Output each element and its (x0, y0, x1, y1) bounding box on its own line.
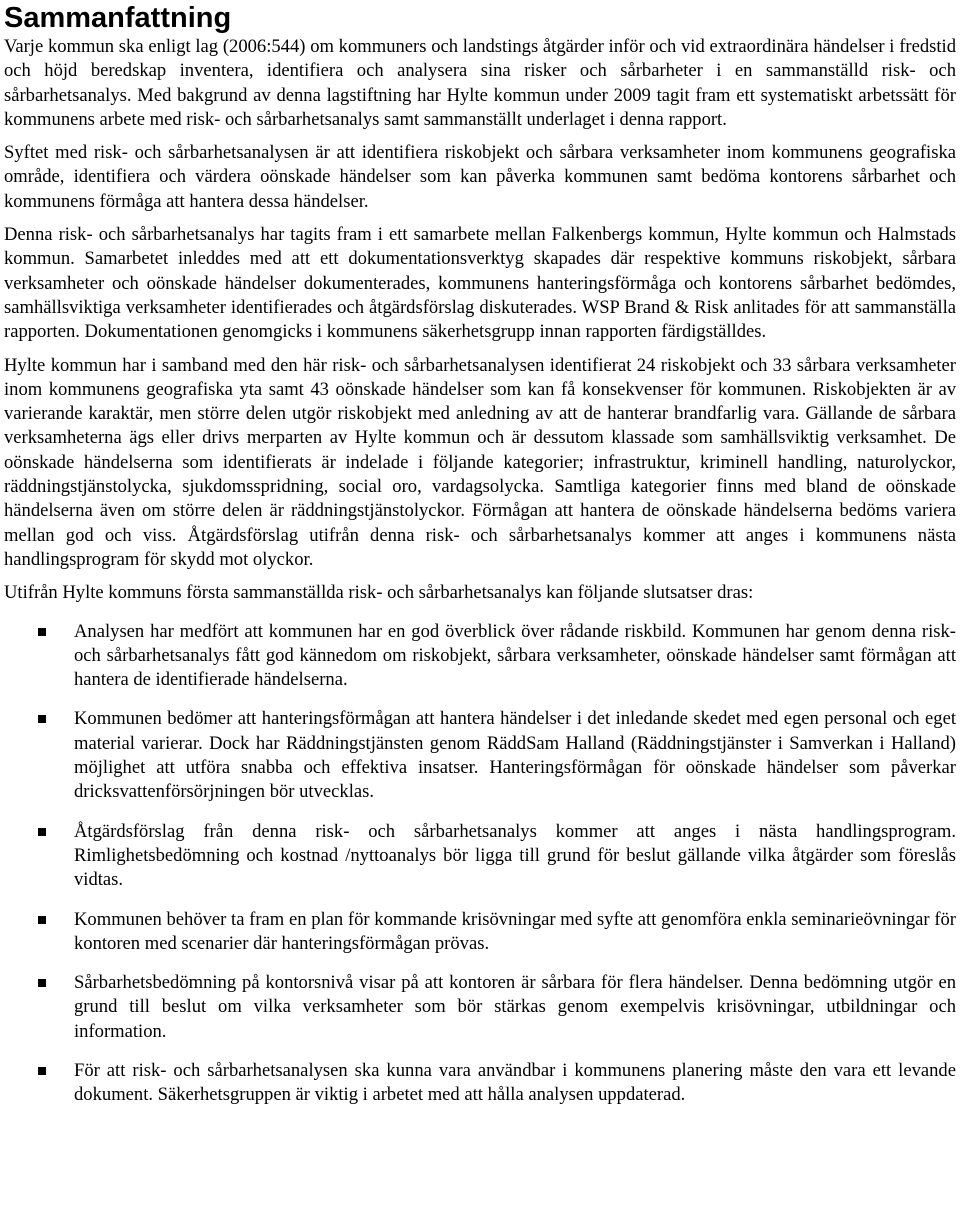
list-item (4, 908, 956, 957)
square-bullet-icon (38, 828, 46, 836)
collaboration-paragraph: Denna risk- och sårbarhetsanalys har tagits fram i ett samarbete mellan Falkenbergs kommun, Hylte kommun och Halmstads kommun. Samarbetet inleddes med att ett dokumentationsverktyg skapades där respektive kommuns riskobjekt, sårbara verksamheter och oönskade händelser dokumenterades, kommunens hanteringsförmåga och kontorens sårbarhet bedömdes, samhällsviktiga verksamheter identifierades och åtgärdsförslag diskuterades. WSP Brand & Risk anlitades för att sammanställa rapporten. Dokumentationen genomgicks i kommunens säkerhetsgrupp innan rapporten färdigställdes. (4, 224, 956, 343)
list-item-text: Analysen har medfört att kommunen har en god överblick över rådande riskbild. Kommunen har genom denna risk- och sårbarhetsanalys fått god kännedom om riskobjekt, sårbara verksamheter, oönskade händelser samt förmågan att hantera de identifierade händelserna. (74, 620, 956, 691)
findings-paragraph: Hylte kommun har i samband med den här risk- och sårbarhetsanalysen identifierat 24 riskobjekt och 33 sårbara verksamheter inom kommunens geografiska yta samt 43 oönskade händelser som kan få konsekvenser för kommunen. Riskobjekten är av varierande karaktär, men större delen utgör riskobjekt med anledning av att de hanterar brandfarlig vara. Gällande de sårbara verksamheterna ägs eller drivs merparten av Hylte kommun och är dessutom klassade som samhällsviktig verksamhet. De oönskade händelserna som identifierats är indelade i följande kategorier; infrastruktur, kriminell handling, naturolyckor, räddningstjänstolycka, sjukdomsspridning, social oro, vardagsolycka. Samtliga kategorier finns med bland de oönskade händelserna även om större delen är räddningstjänstolyckor. Förmågan att hantera de oönskade händelserna bedöms variera mellan god och viss. Åtgärdsförslag utifrån denna risk- och sårbarhetsanalys kommer att anges i kommunens nästa handlingsprogram för skydd mot olyckor. (4, 354, 956, 570)
list-item (4, 820, 956, 893)
list-item (4, 1059, 956, 1108)
square-bullet-icon (38, 979, 46, 987)
document-page (4, 0, 956, 1123)
square-bullet-icon (38, 715, 46, 723)
square-bullet-icon (38, 916, 46, 924)
list-item-text: Kommunen bedömer att hanteringsförmågan att hantera händelser i det inledande skedet med egen personal och eget material varierar. Dock har Räddningstjänsten genom RäddSam Halland (Räddningstjänster i Samverkan i Halland) möjlighet att utföra snabba och effektiva insatser. Hanteringsförmågan för oönskade händelser som påverkar dricksvattenförsörjningen bör utvecklas. (74, 708, 956, 803)
conclusions-list (4, 620, 956, 1108)
page-title: Sammanfattning (4, 2, 232, 34)
list-item (4, 620, 956, 693)
list-item-text: Åtgärdsförslag från denna risk- och sårbarhetsanalys kommer att anges i nästa handlingsprogram. Rimlighetsbedömning och kostnad /nyttoanalys bör ligga till grund för beslut gällande vilka åtgärder som föreslås vidtas. (74, 820, 956, 891)
list-item (4, 971, 956, 1044)
list-item-text: Kommunen behöver ta fram en plan för kommande krisövningar med syfte att genomföra enkla seminarieövningar för kontoren med scenarier där hanteringsförmågan prövas. (74, 908, 956, 954)
square-bullet-icon (38, 628, 46, 636)
intro-paragraph: Varje kommun ska enligt lag (2006:544) om kommuners och landstings åtgärder inför och vid extraordinära händelser i fredstid och höjd beredskap inventera, identifiera och analysera sina risker och sårbarheter i en sammanställd risk- och sårbarhetsanalys. Med bakgrund av denna lagstiftning har Hylte kommun under 2009 tagit fram ett systematiskt arbetssätt för kommunens arbete med risk- och sårbarhetsanalys samt sammanställt underlaget i denna rapport. (4, 36, 956, 130)
conclusions-lead-paragraph: Utifrån Hylte kommuns första sammanställda risk- och sårbarhetsanalys kan följande slutsatser dras: (4, 582, 754, 604)
purpose-paragraph: Syftet med risk- och sårbarhetsanalysen är att identifiera riskobjekt och sårbara verksamheter inom kommunens geografiska område, identifiera och värdera oönskade händelser som kan påverka kommunen samt bedöma kontorens sårbarhet och kommunens förmåga att hantera dessa händelser. (4, 142, 956, 212)
list-item-text: För att risk- och sårbarhetsanalysen ska kunna vara användbar i kommunens planering måste den vara ett levande dokument. Säkerhetsgruppen är viktig i arbetet med att hålla analysen uppdaterad. (74, 1059, 956, 1106)
list-item-text: Sårbarhetsbedömning på kontorsnivå visar på att kontoren är sårbara för flera händelser. Denna bedömning utgör en grund till beslut om vilka verksamheter som bör stärkas genom exempelvis krisövningar, utbildningar och information. (74, 972, 956, 1042)
square-bullet-icon (38, 1067, 46, 1075)
list-item (4, 707, 956, 804)
